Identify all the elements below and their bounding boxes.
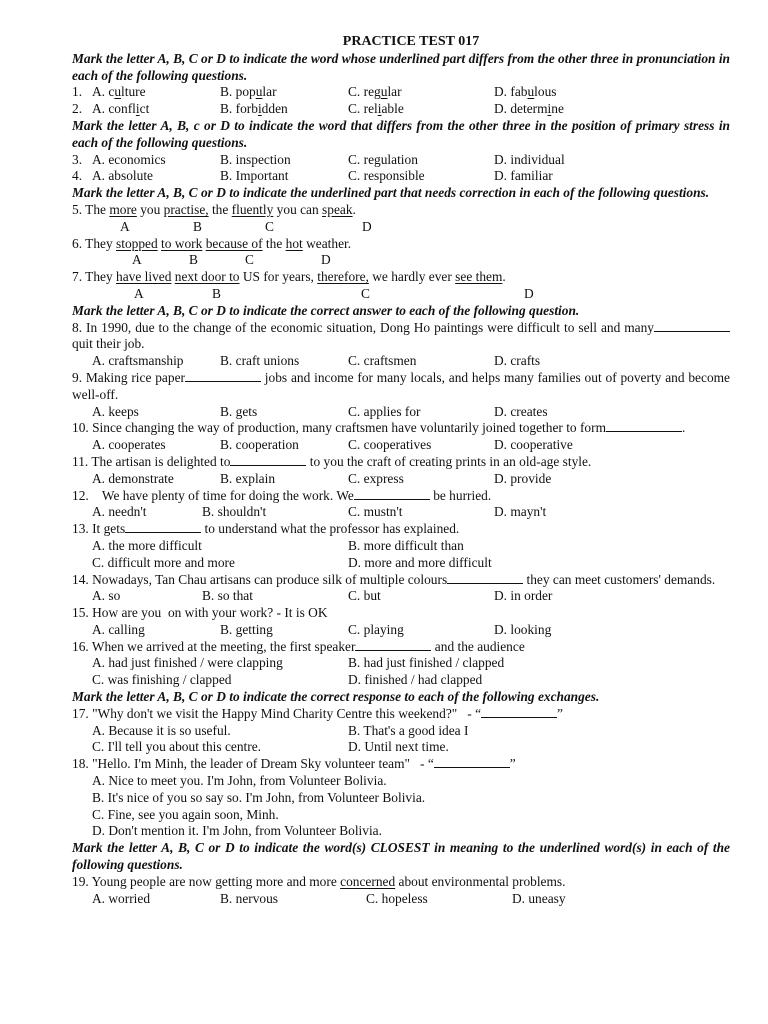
question-8-options xyxy=(72,353,730,370)
option-d: D. fabulous xyxy=(494,84,557,100)
option-b: B. shouldn't xyxy=(202,504,267,520)
answer-blank[interactable] xyxy=(355,639,431,651)
option-c: C. responsible xyxy=(348,168,425,184)
question-17: 17. "Why don't we visit the Happy Mind Charity Centre this weekend?" - “ ” xyxy=(72,705,563,721)
question-15-options xyxy=(72,622,730,639)
option-b: B. getting xyxy=(220,621,273,637)
question-9-options xyxy=(72,404,730,421)
answer-blank[interactable] xyxy=(185,370,261,382)
question-number: 1. xyxy=(72,84,83,100)
option-c: C. regulation xyxy=(348,151,418,167)
question-4 xyxy=(72,168,730,185)
question-19: 19. Young people are now getting more and more concerned about environmental problems. xyxy=(72,873,566,889)
option-c: C. difficult more and more xyxy=(92,554,235,570)
question-14-options xyxy=(72,588,730,605)
answer-blank[interactable] xyxy=(230,454,306,466)
option-d: D. creates xyxy=(494,403,548,419)
option-d: D. looking xyxy=(494,621,552,637)
option-a: A. economics xyxy=(92,151,166,167)
question-16-options-cd xyxy=(72,672,730,689)
option-d: D. familiar xyxy=(494,168,553,184)
answer-blank[interactable] xyxy=(481,706,557,718)
option-a: A. culture xyxy=(92,84,146,100)
question-14: 14. Nowadays, Tan Chau artisans can produce silk of multiple colours they can meet customers' demands. xyxy=(72,571,716,587)
option-d: D. in order xyxy=(494,588,553,604)
option-b: B. gets xyxy=(220,403,258,419)
question-number: 2. xyxy=(72,101,83,117)
option-c: C. Fine, see you again soon, Minh. xyxy=(92,806,279,822)
question-17-options-ab xyxy=(72,723,730,740)
answer-blank[interactable] xyxy=(447,572,523,584)
question-number: 3. xyxy=(72,151,83,167)
option-d: D. cooperative xyxy=(494,437,573,453)
option-d: D. determine xyxy=(494,101,564,117)
option-c: C. I'll tell you about this centre. xyxy=(92,739,262,755)
option-b: B. Important xyxy=(220,168,289,184)
question-16: 16. When we arrived at the meeting, the first speaker and the audience xyxy=(72,638,525,654)
question-13-options-cd xyxy=(72,555,730,572)
option-a: A. keeps xyxy=(92,403,139,419)
option-c: C. applies for xyxy=(348,403,421,419)
option-a: A. so xyxy=(92,588,121,604)
section-instruction-closest-meaning: Mark the letter A, B, C or D to indicate the word(s) CLOSEST in meaning to the underlined word(s) in each of the following questions. xyxy=(72,840,730,873)
answer-blank[interactable] xyxy=(354,488,430,500)
section-instruction-pronunciation: Mark the letter A, B, C or D to indicate the word whose underlined part differs from the other three in pronunciation in each of the following questions. xyxy=(72,50,730,83)
question-1 xyxy=(72,84,730,101)
option-a: A. calling xyxy=(92,621,145,637)
option-d: D. Until next time. xyxy=(348,739,449,755)
option-a: A. needn't xyxy=(92,504,147,520)
answer-blank[interactable] xyxy=(125,521,201,533)
section-instruction-response: Mark the letter A, B, C or D to indicate the correct response to each of the following exchanges. xyxy=(72,689,600,705)
question-15: 15. How are you on with your work? - It is OK xyxy=(72,605,328,621)
option-a: A. demonstrate xyxy=(92,470,174,486)
answer-letters: A B C D xyxy=(134,285,534,301)
option-b: B. cooperation xyxy=(220,437,299,453)
question-5: 5. The more you practise, the fluently you can speak. xyxy=(72,201,356,217)
option-c: C. express xyxy=(348,470,404,486)
question-10: 10. Since changing the way of production, many craftsmen have voluntarily joined together to form . xyxy=(72,420,686,436)
option-c: C. hopeless xyxy=(366,890,428,906)
option-a: A. conflict xyxy=(92,101,150,117)
option-a: A. the more difficult xyxy=(92,537,202,553)
option-d: D. crafts xyxy=(494,353,541,369)
option-d: D. more and more difficult xyxy=(348,554,492,570)
option-a: A. had just finished / were clapping xyxy=(92,655,283,671)
question-18-option-d xyxy=(72,823,730,840)
question-18: 18. "Hello. I'm Minh, the leader of Dream Sky volunteer team" - “ ” xyxy=(72,756,516,772)
question-2 xyxy=(72,101,730,118)
option-a: A. cooperates xyxy=(92,437,166,453)
answer-blank[interactable] xyxy=(654,320,730,332)
section-instruction-correct-answer: Mark the letter A, B, C or D to indicate the correct answer to each of the following question. xyxy=(72,302,580,318)
worksheet xyxy=(72,34,730,907)
option-b: B. forbidden xyxy=(220,101,288,117)
option-a: A. Because it is so useful. xyxy=(92,722,231,738)
option-b: B. so that xyxy=(202,588,253,604)
option-a: A. Nice to meet you. I'm John, from Volunteer Bolivia. xyxy=(92,773,387,789)
section-instruction-stress: Mark the letter A, B, c or D to indicate the word that differs from the other three in the position of primary stress in each of the following questions. xyxy=(72,117,730,150)
option-c: C. cooperatives xyxy=(348,437,432,453)
question-8: 8. In 1990, due to the change of the economic situation, Dong Ho paintings were difficult to sell and many quit their job. xyxy=(72,320,730,354)
question-6: 6. They stopped to work because of the hot weather. xyxy=(72,235,352,251)
option-b: B. had just finished / clapped xyxy=(348,655,505,671)
question-18-option-b xyxy=(72,790,730,807)
option-c: C. reliable xyxy=(348,101,404,117)
option-b: B. inspection xyxy=(220,151,291,167)
option-c: C. playing xyxy=(348,621,404,637)
question-16-options-ab xyxy=(72,655,730,672)
option-d: D. finished / had clapped xyxy=(348,672,483,688)
option-a: A. absolute xyxy=(92,168,153,184)
page-title: PRACTICE TEST 017 xyxy=(342,34,480,49)
question-9: 9. Making rice paper jobs and income for many locals, and helps many families out of poverty and become well-off. xyxy=(72,369,730,402)
question-13: 13. It gets to understand what the professor has explained. xyxy=(72,521,460,537)
option-d: D. Don't mention it. I'm John, from Volunteer Bolivia. xyxy=(92,823,382,839)
option-c: C. craftsmen xyxy=(348,353,417,369)
question-13-options-ab xyxy=(72,538,730,555)
option-d: D. individual xyxy=(494,151,565,167)
option-a: A. worried xyxy=(92,890,151,906)
question-10-options xyxy=(72,437,730,454)
option-b: B. craft unions xyxy=(220,353,300,369)
option-b: B. more difficult than xyxy=(348,537,464,553)
question-17-options-cd xyxy=(72,739,730,756)
question-number: 4. xyxy=(72,168,83,184)
answer-blank[interactable] xyxy=(434,756,510,768)
option-b: B. popular xyxy=(220,84,277,100)
question-11: 11. The artisan is delighted to to you the craft of creating prints in an old-age style. xyxy=(72,453,592,469)
option-c: C. but xyxy=(348,588,381,604)
option-d: D. mayn't xyxy=(494,504,547,520)
question-18-option-a xyxy=(72,773,730,790)
option-d: D. provide xyxy=(494,470,552,486)
option-a: A. craftsmanship xyxy=(92,353,184,369)
option-c: C. mustn't xyxy=(348,504,403,520)
option-c: C. regular xyxy=(348,84,402,100)
question-11-options xyxy=(72,471,730,488)
question-3 xyxy=(72,152,730,169)
question-18-option-c xyxy=(72,807,730,824)
answer-blank[interactable] xyxy=(606,420,682,432)
option-b: B. That's a good idea I xyxy=(348,722,469,738)
section-instruction-correction: Mark the letter A, B, C or D to indicate the underlined part that needs correction in each of the following questions. xyxy=(72,185,710,201)
option-c: C. was finishing / clapped xyxy=(92,672,232,688)
question-7: 7. They have lived next door to US for years, therefore, we hardly ever see them. xyxy=(72,269,506,285)
question-19-options xyxy=(72,891,730,908)
option-b: B. It's nice of you so say so. I'm John, from Volunteer Bolivia. xyxy=(92,789,426,805)
option-d: D. uneasy xyxy=(512,890,566,906)
question-12: 12. We have plenty of time for doing the work. We be hurried. xyxy=(72,487,492,503)
answer-letters: A B C D xyxy=(120,218,372,234)
answer-letters: A B C D xyxy=(132,252,331,268)
option-b: B. nervous xyxy=(220,890,279,906)
question-12-options xyxy=(72,504,730,521)
option-b: B. explain xyxy=(220,470,276,486)
